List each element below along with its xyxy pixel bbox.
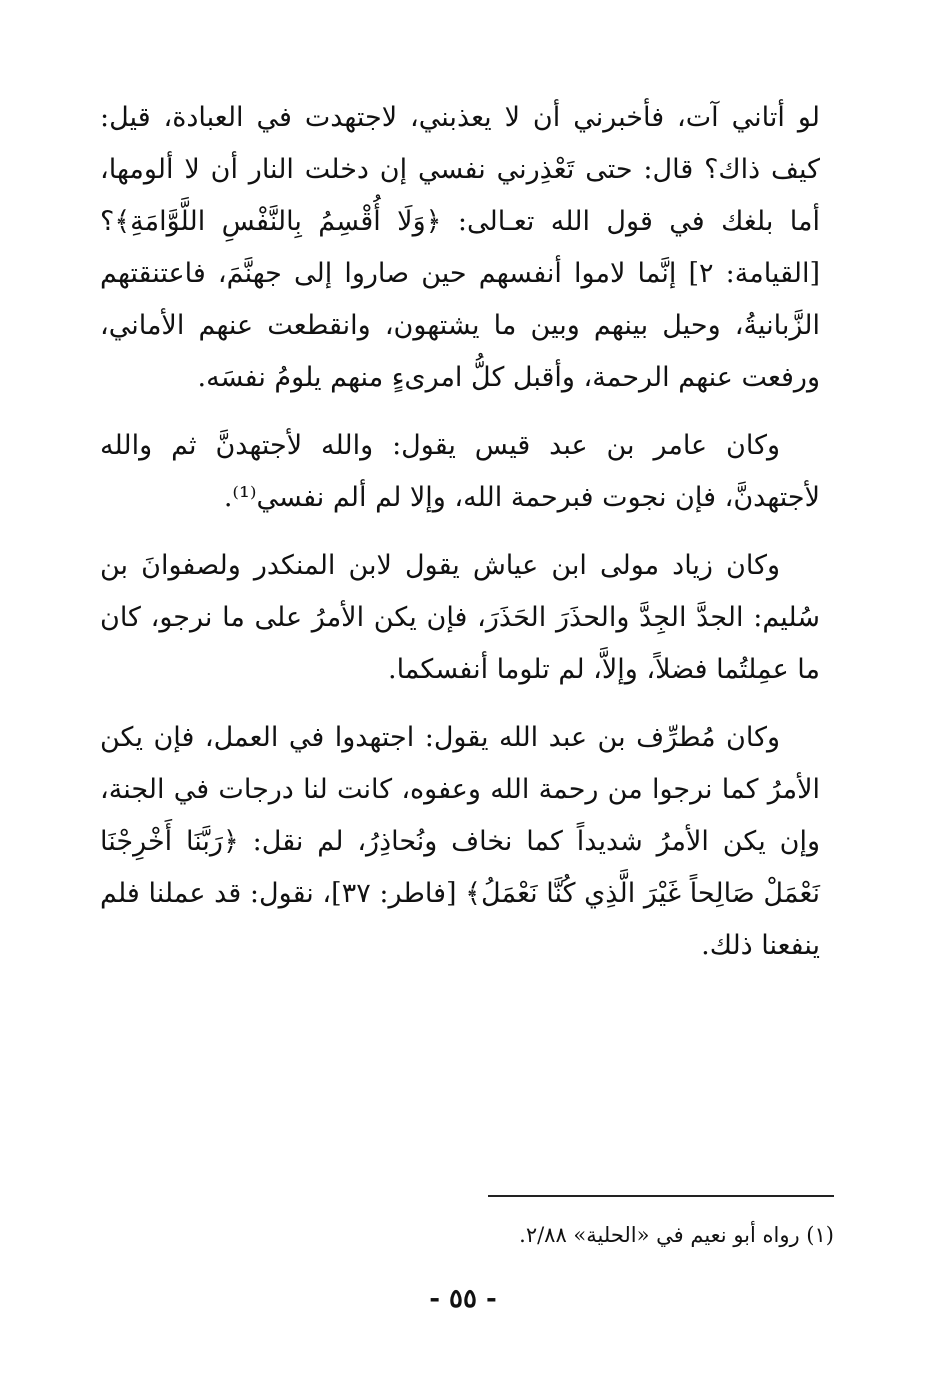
paragraph-2: وكان عامر بن عبد قيس يقول: والله لأجتهدنَّ ثم والله لأجتهدنَّ، فإن نجوت فبرحمة الله، وإلا لم ألم نفسي⁽¹⁾.: [100, 430, 820, 513]
paragraph-4: وكان مُطرِّف بن عبد الله يقول: اجتهدوا في العمل، فإن يكن الأمرُ كما نرجوا من رحمة الله وعفوه، كانت لنا درجات في الجنة، وإن يكن الأمرُ شديداً كما نخاف ونُحاذِرُ، لم نقل: ﴿رَبَّنَا أَخْرِجْنَا نَعْمَلْ صَالِحاً غَيْرَ الَّذِي كُنَّا نَعْمَلُ﴾ [فاطر: ٣٧]، نقول: قد عملنا فلم ينفعنا ذلك.: [100, 722, 820, 961]
page-number: - ٥٥ -: [429, 1284, 497, 1314]
footnote: (١) رواه أبو نعيم في «الحلية» ٢/٨٨.: [519, 1223, 834, 1247]
main-text: [100, 92, 820, 988]
footnote-divider: [488, 1195, 834, 1197]
paragraph-3: وكان زياد مولى ابن عياش يقول لابن المنكدر ولصفوانَ بن سُليم: الجدَّ الجِدَّ والحذَرَ الحَذَرَ، فإن يكن الأمرُ على ما نرجو، كان ما عمِلتُما فضلاً، وإلاَّ، لم تلوما أنفسكما.: [100, 550, 820, 685]
paragraph-1: لو أتاني آت، فأخبرني أن لا يعذبني، لاجتهدت في العبادة، قيل: كيف ذاك؟ قال: حتى تَعْذِرني نفسي إن دخلت النار أن لا ألومها، أما بلغك في قول الله تعـالى: ﴿وَلَا أُقْسِمُ بِالنَّفْسِ اللَّوَّامَةِ﴾؟ [القيامة: ٢] إنَّما لاموا أنفسهم حين صاروا إلى جهنَّمَ، فاعتنقتهم الزَّبانيةُ، وحيل بينهم وبين ما يشتهون، وانقطعت عنهم الأماني، ورفعت عنهم الرحمة، وأقبل كلُّ امرىءٍ منهم يلومُ نفسَه.: [100, 102, 820, 393]
